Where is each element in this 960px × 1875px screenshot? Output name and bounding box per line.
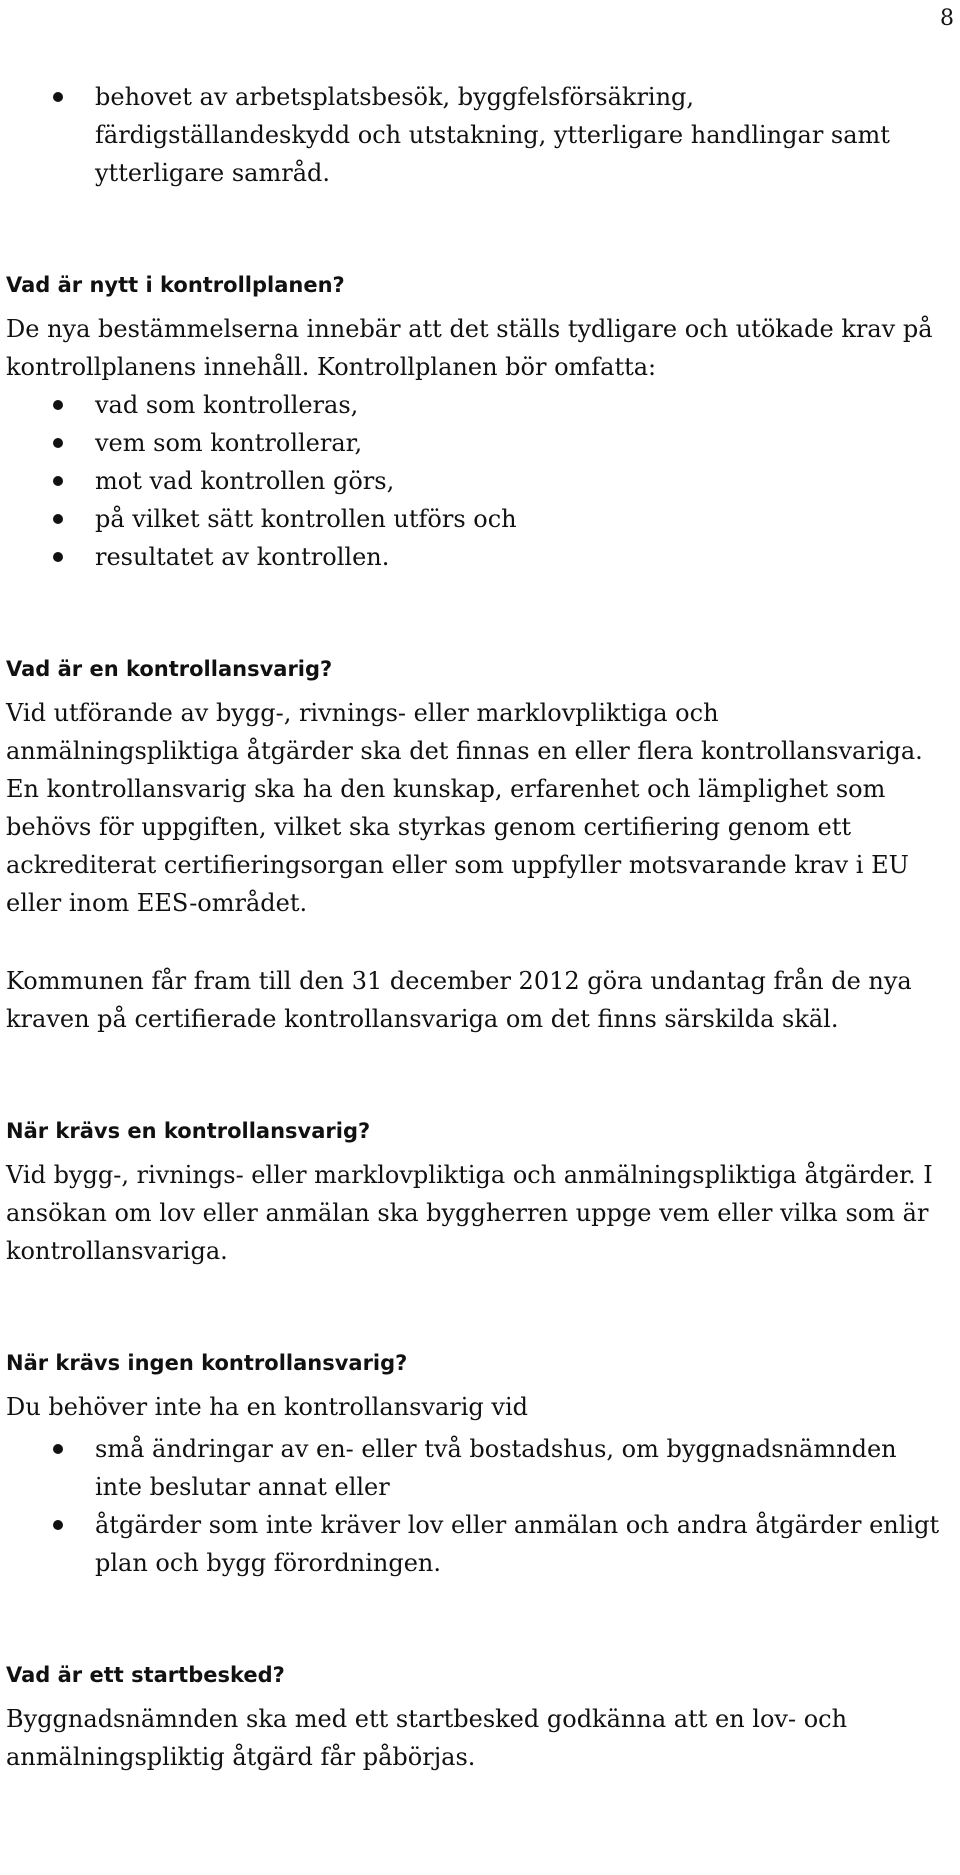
section-when-control-responsible-required — [6, 1116, 951, 1270]
list-item: behovet av arbetsplatsbesök, byggfelsförsäkring, färdigställandeskydd och utstakning, ytterligare handlingar samt ytterligare samråd. — [6, 78, 951, 192]
paragraph: Kommunen får fram till den 31 december 2012 göra undantag från de nya kraven på certifierade kontrollansvariga om det finns särskilda skäl. — [6, 967, 912, 1033]
paragraph: De nya bestämmelserna innebär att det ställs tydligare och utökade krav på kontrollplanens innehåll. Kontrollplanen bör omfatta: — [6, 315, 933, 381]
list-item: små ändringar av en- eller två bostadshus, om byggnadsnämnden inte beslutar annat eller — [6, 1430, 951, 1506]
section-heading: Vad är en kontrollansvarig? — [6, 657, 333, 681]
paragraph: Du behöver inte ha en kontrollansvarig vid — [6, 1393, 529, 1421]
exemption-bullet-list — [6, 1430, 951, 1582]
list-item: på vilket sätt kontrollen utförs och — [6, 500, 951, 538]
paragraph: Vid utförande av bygg-, rivnings- eller marklovpliktiga och anmälningspliktiga åtgärder ska det finnas en eller flera kontrollansvariga. En kontrollansvarig ska ha den kunskap, erfarenhet och lämplighet som behövs för uppgiften, vilket ska styrkas genom certifiering genom ett ackrediterat certifieringsorgan eller som uppfyller motsvarande krav i EU eller inom EES-området. — [6, 699, 923, 917]
section-heading: Vad är ett startbesked? — [6, 1663, 285, 1687]
intro-bullet-list — [6, 78, 951, 192]
document-body — [6, 78, 951, 1776]
list-item: mot vad kontrollen görs, — [6, 462, 951, 500]
paragraph: Vid bygg-, rivnings- eller marklovpliktiga och anmälningspliktiga åtgärder. I ansökan om lov eller anmälan ska byggherren uppge vem eller vilka som är kontrollansvariga. — [6, 1161, 933, 1265]
section-what-is-start-notice — [6, 1660, 951, 1776]
section-what-is-control-responsible — [6, 654, 951, 1038]
list-item: vem som kontrollerar, — [6, 424, 951, 462]
list-item: resultatet av kontrollen. — [6, 538, 951, 576]
page-number: 8 — [940, 6, 954, 31]
list-item: vad som kontrolleras, — [6, 386, 951, 424]
section-heading: När krävs en kontrollansvarig? — [6, 1119, 371, 1143]
section-whats-new-control-plan — [6, 270, 951, 576]
control-plan-bullet-list — [6, 386, 951, 576]
paragraph: Byggnadsnämnden ska med ett startbesked godkänna att en lov- och anmälningspliktig åtgärd får påbörjas. — [6, 1705, 848, 1771]
section-heading: Vad är nytt i kontrollplanen? — [6, 273, 345, 297]
section-when-no-control-responsible — [6, 1348, 951, 1582]
section-heading: När krävs ingen kontrollansvarig? — [6, 1351, 408, 1375]
list-item: åtgärder som inte kräver lov eller anmälan och andra åtgärder enligt plan och bygg förordningen. — [6, 1506, 951, 1582]
